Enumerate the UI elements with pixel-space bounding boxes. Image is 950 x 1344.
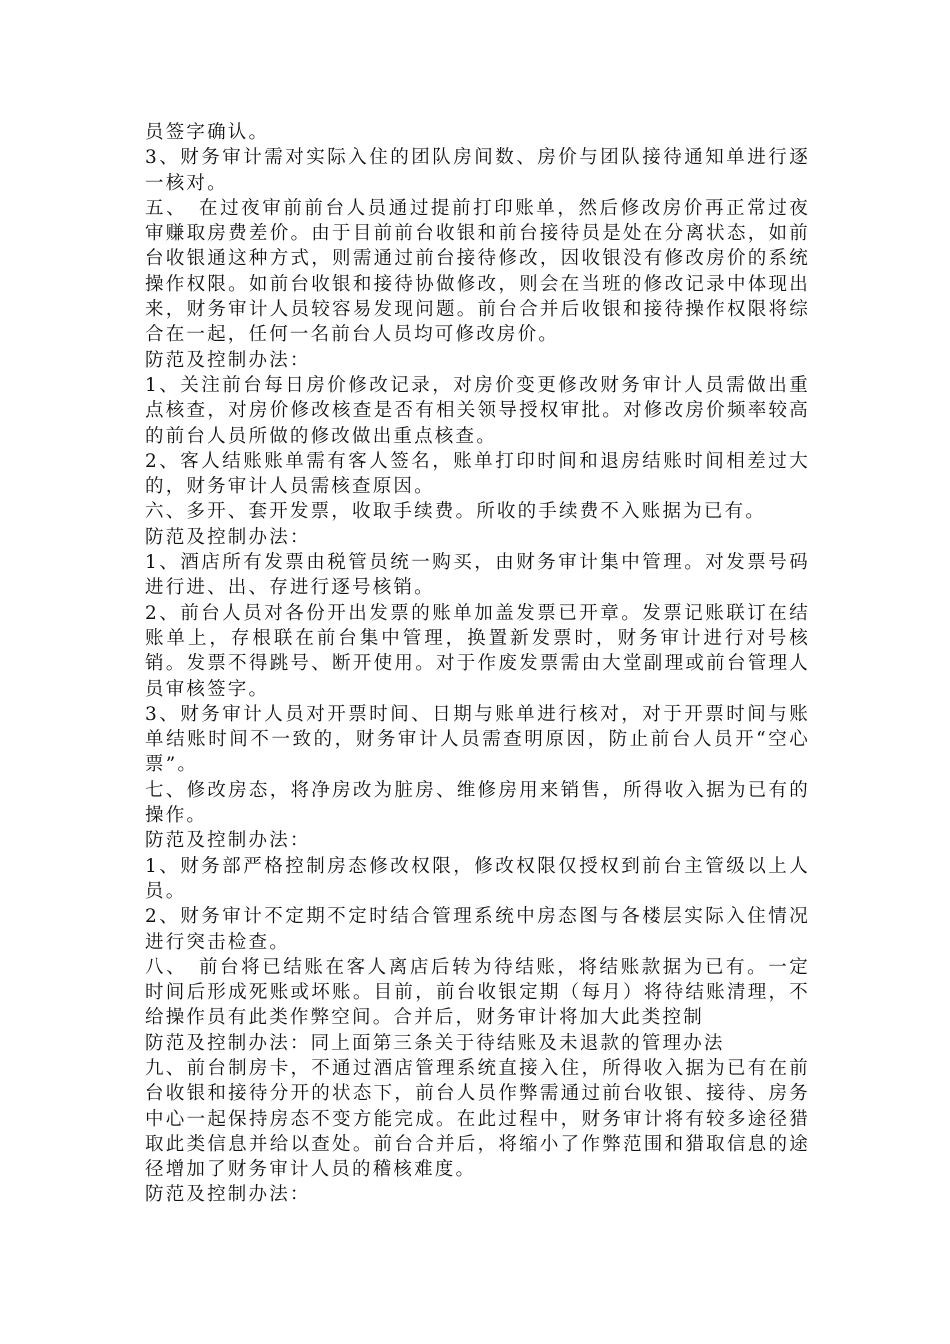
paragraph-control-heading: 防范及控制办法： (145, 526, 311, 548)
paragraph-control-heading: 防范及控制办法： (145, 349, 311, 371)
paragraph-six-measure-3: 3、财务审计人员对开票时间、日期与账单进行核对，对于开票时间与账单结账时间不一致的，财务审计人员需查明原因，防止前台人员开“空心票”。 (145, 703, 810, 776)
paragraph-signature-confirm: 员签字确认。 (145, 122, 270, 143)
paragraph-five-measure-2: 2、客人结账账单需有客人签名，账单打印时间和退房结账时间相差过大的，财务审计人员需核查原因。 (145, 450, 810, 498)
paragraph-six-measure-1: 1、酒店所有发票由税管员统一购买，由财务审计集中管理。对发票号码进行进、出、存进行逐号核销。 (145, 552, 810, 599)
paragraph-section-five: 五、 在过夜审前前台人员通过提前打印账单，然后修改房价再正常过夜审赚取房费差价。由于目前前台收银和前台接待员是处在分离状态，如前台收银通这种方式，则需通过前台接待修改，因收银没有修改房价的系统操作权限。如前台收银和接待协做修改，则会在当班的修改记录中体现出来，财务审计人员较容易发现问题。前台合并后收银和接待操作权限将综合在一起，任何一名前台人员均可修改房价。 (145, 197, 810, 346)
paragraph-control-heading: 防范及控制办法： (145, 1184, 311, 1206)
document-body (145, 120, 810, 1208)
paragraph-section-nine: 九、前台制房卡，不通过酒店管理系统直接入住，所得收入据为已有在前台收银和接待分开的状态下，前台人员作弊需通过前台收银、接待、房务中心一起保持房态不变方能完成。在此过程中，财务审计将有较多途径猎取此类信息并给以查处。前台合并后，将缩小了作弊范围和猎取信息的途径增加了财务审计人员的稽核难度。 (145, 1057, 810, 1181)
paragraph-section-six: 六、多开、套开发票，收取手续费。所收的手续费不入账据为已有。 (145, 501, 767, 523)
paragraph-group-room-check: 3、财务审计需对实际入住的团队房间数、房价与团队接待通知单进行逐一核对。 (145, 147, 810, 194)
paragraph-section-seven: 七、修改房态，将净房改为脏房、维修房用来销售，所得收入据为已有的操作。 (145, 779, 810, 827)
paragraph-eight-control: 防范及控制办法：同上面第三条关于待结账及未退款的管理办法 (145, 1032, 725, 1054)
paragraph-control-heading: 防范及控制办法： (145, 830, 311, 852)
paragraph-section-eight: 八、 前台将已结账在客人离店后转为待结账，将结账款据为已有。一定时间后形成死账或坏账。目前，前台收银定期（每月）将待结账清理，不给操作员有此类作弊空间。合并后，财务审计将加大此类控制 (145, 956, 810, 1029)
paragraph-seven-measure-2: 2、财务审计不定期不定时结合管理系统中房态图与各楼层实际入住情况进行突击检查。 (145, 906, 810, 953)
paragraph-seven-measure-1: 1、财务部严格控制房态修改权限，修改权限仅授权到前台主管级以上人员。 (145, 855, 810, 902)
paragraph-five-measure-1: 1、关注前台每日房价修改记录，对房价变更修改财务审计人员需做出重点核查，对房价修改核查是否有相关领导授权审批。对修改房价频率较高的前台人员所做的修改做出重点核查。 (145, 374, 810, 447)
paragraph-six-measure-2: 2、前台人员对各份开出发票的账单加盖发票已开章。发票记账联订在结账单上，存根联在前台集中管理，换置新发票时，财务审计进行对号核销。发票不得跳号、断开使用。对于作废发票需由大堂副理或前台管理人员审核签字。 (145, 602, 810, 700)
